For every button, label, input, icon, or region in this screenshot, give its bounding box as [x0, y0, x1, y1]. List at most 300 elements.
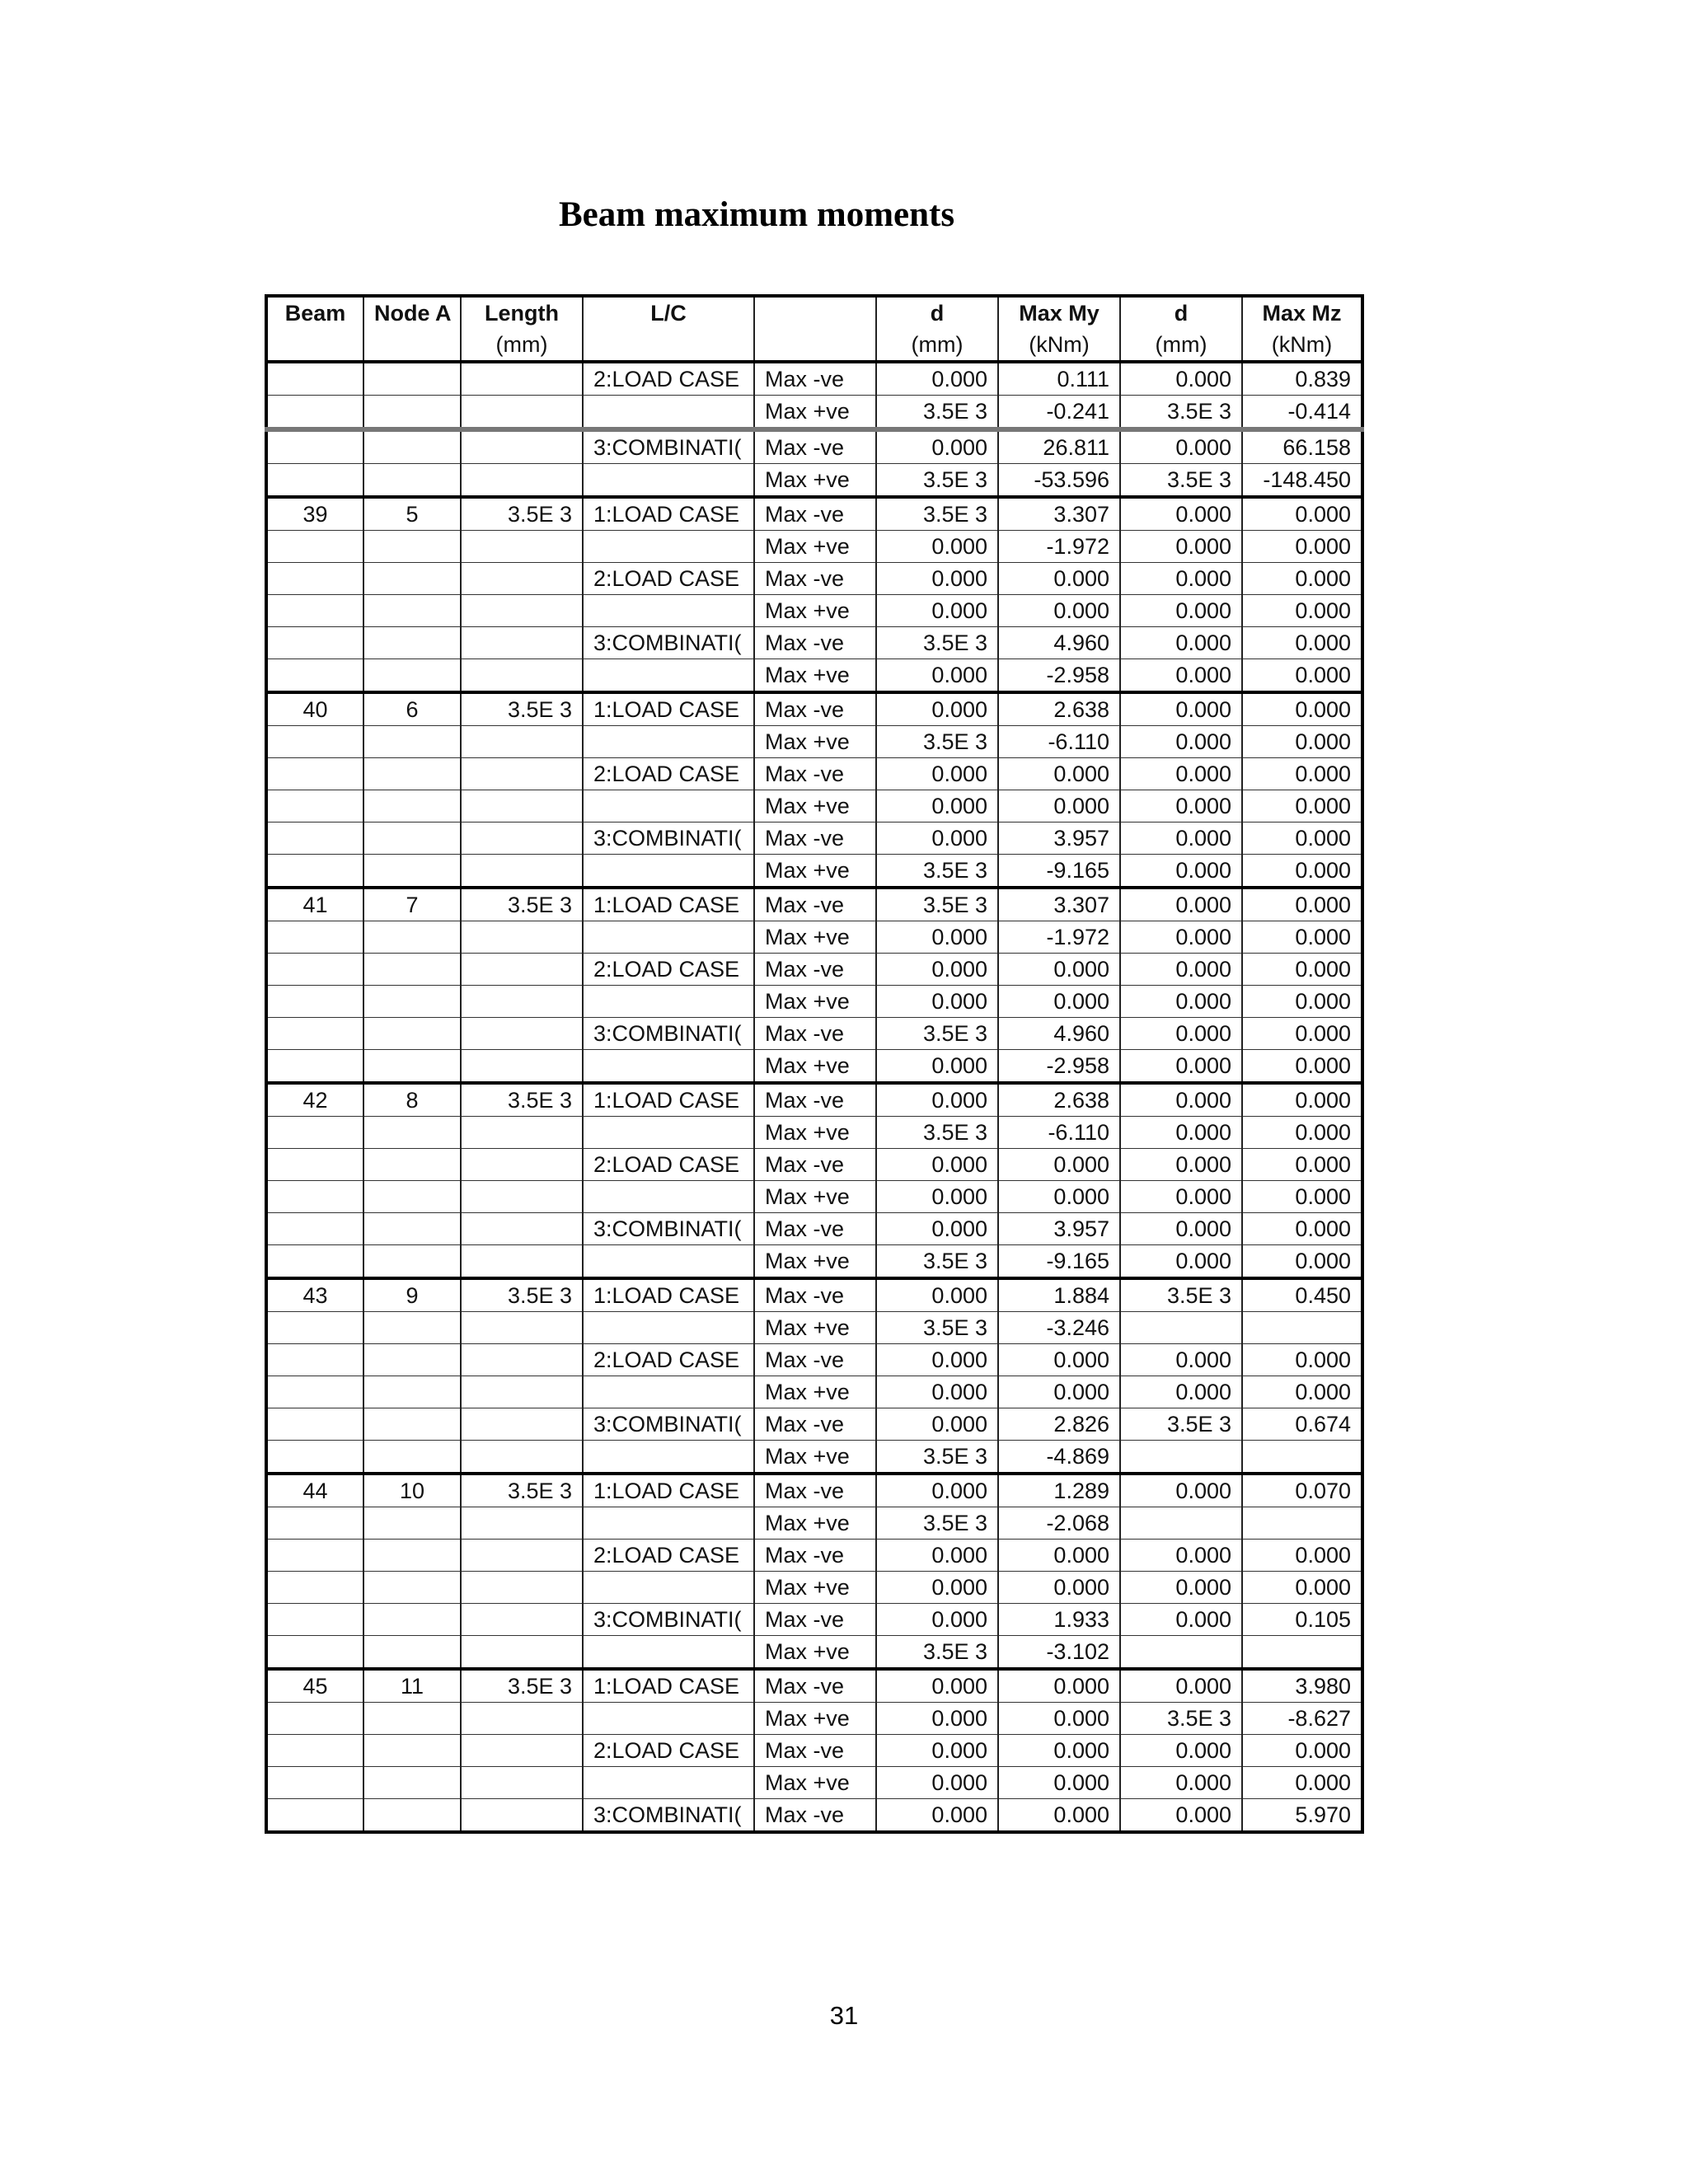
- cell-d-my: 0.000: [876, 1474, 998, 1507]
- cell-max-my: 1.933: [998, 1604, 1120, 1636]
- cell-load-case: 1:LOAD CASE: [583, 1278, 754, 1312]
- cell-length: [461, 790, 583, 823]
- cell-load-case: [583, 986, 754, 1018]
- cell-load-case: 3:COMBINATI(: [583, 823, 754, 855]
- cell-max-mz: 0.070: [1242, 1474, 1362, 1507]
- cell-beam: 39: [266, 497, 363, 531]
- cell-load-case: 1:LOAD CASE: [583, 497, 754, 531]
- table-row: [266, 921, 1362, 954]
- cell-d-my: 0.000: [876, 429, 998, 464]
- table-row: [266, 1050, 1362, 1084]
- cell-length: [461, 1408, 583, 1441]
- cell-beam: [266, 790, 363, 823]
- cell-beam: [266, 595, 363, 627]
- cell-max-mz: 0.000: [1242, 1181, 1362, 1213]
- cell-extreme: Max -ve: [754, 888, 876, 921]
- cell-d-my: 0.000: [876, 531, 998, 563]
- cell-d-my: 0.000: [876, 758, 998, 790]
- cell-load-case: 3:COMBINATI(: [583, 627, 754, 659]
- cell-node-a: [363, 1767, 461, 1799]
- beam-moments-table: [265, 294, 1364, 1834]
- cell-beam: [266, 464, 363, 498]
- cell-d-my: 0.000: [876, 1669, 998, 1703]
- cell-max-my: 0.000: [998, 1376, 1120, 1408]
- cell-d-my: 0.000: [876, 1604, 998, 1636]
- cell-d-my: 0.000: [876, 1799, 998, 1833]
- cell-node-a: [363, 1117, 461, 1149]
- cell-beam: [266, 429, 363, 464]
- table-row: [266, 1408, 1362, 1441]
- cell-length: [461, 429, 583, 464]
- cell-extreme: Max +ve: [754, 1181, 876, 1213]
- cell-max-my: 3.307: [998, 497, 1120, 531]
- cell-d-my: 0.000: [876, 1703, 998, 1735]
- cell-node-a: [363, 531, 461, 563]
- cell-node-a: [363, 1050, 461, 1084]
- header-load-case: L/C: [583, 296, 754, 329]
- header-beam: Beam: [266, 296, 363, 329]
- cell-extreme: Max +ve: [754, 921, 876, 954]
- cell-length: 3.5E 3: [461, 692, 583, 726]
- cell-node-a: [363, 1018, 461, 1050]
- unit-extreme: [754, 329, 876, 362]
- cell-max-my: 3.307: [998, 888, 1120, 921]
- cell-node-a: 8: [363, 1083, 461, 1117]
- cell-extreme: Max -ve: [754, 758, 876, 790]
- cell-beam: [266, 1735, 363, 1767]
- cell-load-case: [583, 1117, 754, 1149]
- cell-beam: [266, 563, 363, 595]
- cell-node-a: [363, 1312, 461, 1344]
- cell-max-my: -4.869: [998, 1441, 1120, 1474]
- cell-length: [461, 1507, 583, 1540]
- cell-d-mz: 0.000: [1120, 1474, 1242, 1507]
- cell-extreme: Max +ve: [754, 1507, 876, 1540]
- cell-load-case: [583, 1312, 754, 1344]
- table-row: [266, 1636, 1362, 1670]
- cell-beam: [266, 1441, 363, 1474]
- header-d-mz: d: [1120, 296, 1242, 329]
- cell-extreme: Max +ve: [754, 1441, 876, 1474]
- cell-max-my: 0.000: [998, 1799, 1120, 1833]
- cell-max-my: -9.165: [998, 1245, 1120, 1279]
- cell-length: 3.5E 3: [461, 1083, 583, 1117]
- table-units-row: [266, 329, 1362, 362]
- cell-d-mz: 0.000: [1120, 627, 1242, 659]
- table-row: [266, 497, 1362, 531]
- cell-load-case: 3:COMBINATI(: [583, 1213, 754, 1245]
- cell-d-mz: 0.000: [1120, 855, 1242, 888]
- cell-d-mz: 0.000: [1120, 758, 1242, 790]
- table-row: [266, 855, 1362, 888]
- cell-d-my: 0.000: [876, 692, 998, 726]
- cell-extreme: Max -ve: [754, 1799, 876, 1833]
- cell-load-case: [583, 1050, 754, 1084]
- cell-max-mz: 0.674: [1242, 1408, 1362, 1441]
- cell-max-my: 2.638: [998, 692, 1120, 726]
- cell-length: [461, 1376, 583, 1408]
- cell-beam: [266, 1018, 363, 1050]
- cell-load-case: 3:COMBINATI(: [583, 1018, 754, 1050]
- cell-d-my: 0.000: [876, 1767, 998, 1799]
- cell-load-case: [583, 1767, 754, 1799]
- cell-d-mz: 3.5E 3: [1120, 1408, 1242, 1441]
- cell-max-mz: [1242, 1507, 1362, 1540]
- cell-d-mz: 0.000: [1120, 563, 1242, 595]
- cell-max-mz: 0.000: [1242, 954, 1362, 986]
- cell-d-my: 3.5E 3: [876, 1312, 998, 1344]
- cell-max-my: -3.102: [998, 1636, 1120, 1670]
- cell-length: [461, 531, 583, 563]
- cell-beam: 43: [266, 1278, 363, 1312]
- cell-max-my: 0.000: [998, 954, 1120, 986]
- cell-beam: [266, 1117, 363, 1149]
- cell-node-a: 7: [363, 888, 461, 921]
- cell-node-a: [363, 790, 461, 823]
- cell-load-case: [583, 1181, 754, 1213]
- cell-max-my: -2.958: [998, 1050, 1120, 1084]
- cell-d-my: 0.000: [876, 954, 998, 986]
- cell-load-case: 1:LOAD CASE: [583, 1669, 754, 1703]
- cell-extreme: Max +ve: [754, 1703, 876, 1735]
- table-row: [266, 1344, 1362, 1376]
- table-row: [266, 1117, 1362, 1149]
- cell-node-a: [363, 1344, 461, 1376]
- cell-beam: [266, 1604, 363, 1636]
- cell-load-case: 2:LOAD CASE: [583, 1540, 754, 1572]
- cell-length: [461, 726, 583, 758]
- cell-d-mz: 0.000: [1120, 1018, 1242, 1050]
- cell-beam: 44: [266, 1474, 363, 1507]
- cell-beam: [266, 396, 363, 430]
- cell-d-my: 0.000: [876, 986, 998, 1018]
- cell-node-a: [363, 855, 461, 888]
- cell-d-my: 0.000: [876, 1213, 998, 1245]
- cell-d-mz: [1120, 1636, 1242, 1670]
- cell-extreme: Max -ve: [754, 1083, 876, 1117]
- cell-max-my: 0.000: [998, 1669, 1120, 1703]
- cell-max-my: 0.000: [998, 1540, 1120, 1572]
- cell-extreme: Max +ve: [754, 595, 876, 627]
- cell-node-a: [363, 1441, 461, 1474]
- cell-max-my: 2.638: [998, 1083, 1120, 1117]
- table-row: [266, 1572, 1362, 1604]
- cell-node-a: [363, 659, 461, 693]
- cell-node-a: [363, 921, 461, 954]
- cell-node-a: [363, 429, 461, 464]
- table-row: [266, 563, 1362, 595]
- cell-max-mz: 0.000: [1242, 1767, 1362, 1799]
- cell-beam: 42: [266, 1083, 363, 1117]
- header-max-mz: Max Mz: [1242, 296, 1362, 329]
- cell-max-my: -9.165: [998, 855, 1120, 888]
- cell-length: [461, 1441, 583, 1474]
- cell-load-case: [583, 790, 754, 823]
- cell-beam: [266, 627, 363, 659]
- cell-load-case: 1:LOAD CASE: [583, 1474, 754, 1507]
- table-row: [266, 954, 1362, 986]
- table-row: [266, 1149, 1362, 1181]
- cell-length: [461, 464, 583, 498]
- cell-d-mz: 0.000: [1120, 888, 1242, 921]
- cell-load-case: [583, 659, 754, 693]
- cell-beam: [266, 1312, 363, 1344]
- cell-node-a: [363, 1376, 461, 1408]
- cell-d-my: 3.5E 3: [876, 1507, 998, 1540]
- cell-d-mz: 0.000: [1120, 921, 1242, 954]
- cell-length: [461, 1117, 583, 1149]
- header-node-a: Node A: [363, 296, 461, 329]
- cell-max-mz: 0.000: [1242, 726, 1362, 758]
- cell-beam: 41: [266, 888, 363, 921]
- cell-extreme: Max -ve: [754, 1278, 876, 1312]
- cell-max-mz: 3.980: [1242, 1669, 1362, 1703]
- table-row: [266, 1669, 1362, 1703]
- cell-beam: [266, 823, 363, 855]
- cell-d-my: 3.5E 3: [876, 888, 998, 921]
- cell-d-my: 3.5E 3: [876, 1018, 998, 1050]
- cell-d-mz: 0.000: [1120, 1572, 1242, 1604]
- cell-max-mz: [1242, 1312, 1362, 1344]
- cell-d-my: 0.000: [876, 659, 998, 693]
- cell-max-my: 1.289: [998, 1474, 1120, 1507]
- cell-max-mz: 0.000: [1242, 855, 1362, 888]
- cell-d-mz: [1120, 1312, 1242, 1344]
- cell-beam: [266, 1572, 363, 1604]
- cell-extreme: Max +ve: [754, 1767, 876, 1799]
- cell-length: [461, 1344, 583, 1376]
- cell-beam: [266, 921, 363, 954]
- cell-extreme: Max +ve: [754, 396, 876, 430]
- cell-length: 3.5E 3: [461, 888, 583, 921]
- table-row: [266, 1767, 1362, 1799]
- cell-max-my: -1.972: [998, 921, 1120, 954]
- cell-d-my: 0.000: [876, 1083, 998, 1117]
- cell-max-mz: 0.000: [1242, 1213, 1362, 1245]
- cell-load-case: 1:LOAD CASE: [583, 1083, 754, 1117]
- cell-load-case: [583, 464, 754, 498]
- table-row: [266, 1278, 1362, 1312]
- cell-max-my: 0.000: [998, 1735, 1120, 1767]
- cell-load-case: [583, 396, 754, 430]
- cell-d-mz: 0.000: [1120, 1376, 1242, 1408]
- header-length: Length: [461, 296, 583, 329]
- cell-d-mz: 0.000: [1120, 692, 1242, 726]
- cell-d-my: 0.000: [876, 1181, 998, 1213]
- unit-beam: [266, 329, 363, 362]
- cell-beam: [266, 531, 363, 563]
- cell-length: [461, 1572, 583, 1604]
- cell-max-mz: 0.000: [1242, 1117, 1362, 1149]
- header-extreme: [754, 296, 876, 329]
- cell-max-my: 0.000: [998, 986, 1120, 1018]
- cell-extreme: Max +ve: [754, 531, 876, 563]
- cell-max-my: 0.000: [998, 1149, 1120, 1181]
- cell-d-mz: 0.000: [1120, 1117, 1242, 1149]
- table-row: [266, 1703, 1362, 1735]
- cell-load-case: [583, 1636, 754, 1670]
- cell-node-a: 10: [363, 1474, 461, 1507]
- table-row: [266, 531, 1362, 563]
- cell-d-mz: 0.000: [1120, 429, 1242, 464]
- cell-d-mz: 0.000: [1120, 1083, 1242, 1117]
- cell-max-mz: 0.000: [1242, 921, 1362, 954]
- cell-d-my: 3.5E 3: [876, 627, 998, 659]
- cell-length: [461, 595, 583, 627]
- cell-max-my: -1.972: [998, 531, 1120, 563]
- table-row: [266, 1735, 1362, 1767]
- cell-d-my: 3.5E 3: [876, 855, 998, 888]
- cell-max-mz: 0.000: [1242, 1018, 1362, 1050]
- cell-load-case: 3:COMBINATI(: [583, 429, 754, 464]
- page-title: Beam maximum moments: [559, 195, 955, 234]
- cell-beam: [266, 1799, 363, 1833]
- cell-load-case: [583, 1376, 754, 1408]
- cell-max-mz: 0.000: [1242, 563, 1362, 595]
- cell-node-a: [363, 1735, 461, 1767]
- table-row: [266, 1474, 1362, 1507]
- cell-extreme: Max -ve: [754, 362, 876, 396]
- cell-node-a: 11: [363, 1669, 461, 1703]
- cell-load-case: 3:COMBINATI(: [583, 1408, 754, 1441]
- cell-max-mz: 0.000: [1242, 1376, 1362, 1408]
- cell-d-mz: 3.5E 3: [1120, 464, 1242, 498]
- cell-d-my: 0.000: [876, 1278, 998, 1312]
- cell-d-my: 3.5E 3: [876, 1636, 998, 1670]
- cell-length: [461, 1636, 583, 1670]
- cell-d-mz: 0.000: [1120, 1604, 1242, 1636]
- cell-d-my: 3.5E 3: [876, 726, 998, 758]
- cell-node-a: [363, 823, 461, 855]
- cell-beam: [266, 1149, 363, 1181]
- cell-max-my: 3.957: [998, 823, 1120, 855]
- cell-load-case: 2:LOAD CASE: [583, 1735, 754, 1767]
- cell-length: [461, 823, 583, 855]
- table-row: [266, 1507, 1362, 1540]
- cell-max-mz: 0.000: [1242, 1245, 1362, 1279]
- cell-max-mz: 0.000: [1242, 790, 1362, 823]
- table-row: [266, 726, 1362, 758]
- cell-node-a: [363, 758, 461, 790]
- cell-node-a: 5: [363, 497, 461, 531]
- cell-node-a: [363, 595, 461, 627]
- cell-d-my: 0.000: [876, 1050, 998, 1084]
- cell-max-mz: 0.839: [1242, 362, 1362, 396]
- cell-max-mz: -148.450: [1242, 464, 1362, 498]
- cell-beam: [266, 855, 363, 888]
- cell-max-my: 2.826: [998, 1408, 1120, 1441]
- unit-node-a: [363, 329, 461, 362]
- cell-d-my: 0.000: [876, 595, 998, 627]
- cell-length: [461, 1018, 583, 1050]
- cell-max-my: 0.000: [998, 563, 1120, 595]
- cell-d-mz: 0.000: [1120, 1213, 1242, 1245]
- cell-max-my: -3.246: [998, 1312, 1120, 1344]
- cell-node-a: [363, 1507, 461, 1540]
- cell-beam: [266, 1507, 363, 1540]
- cell-beam: [266, 1344, 363, 1376]
- cell-extreme: Max +ve: [754, 1245, 876, 1279]
- cell-max-mz: 0.000: [1242, 1050, 1362, 1084]
- table-body: [266, 362, 1362, 1832]
- cell-beam: 40: [266, 692, 363, 726]
- cell-d-mz: [1120, 1441, 1242, 1474]
- cell-max-my: 0.000: [998, 1181, 1120, 1213]
- header-max-my: Max My: [998, 296, 1120, 329]
- cell-length: [461, 986, 583, 1018]
- cell-max-my: -0.241: [998, 396, 1120, 430]
- cell-length: [461, 1245, 583, 1279]
- cell-node-a: [363, 1572, 461, 1604]
- cell-max-mz: 0.000: [1242, 659, 1362, 693]
- cell-d-my: 0.000: [876, 1376, 998, 1408]
- cell-length: [461, 1540, 583, 1572]
- cell-length: [461, 1312, 583, 1344]
- unit-d-my: (mm): [876, 329, 998, 362]
- cell-max-mz: 0.000: [1242, 986, 1362, 1018]
- cell-node-a: [363, 726, 461, 758]
- cell-max-mz: 0.000: [1242, 1540, 1362, 1572]
- cell-extreme: Max -ve: [754, 627, 876, 659]
- cell-d-my: 3.5E 3: [876, 1117, 998, 1149]
- cell-max-my: 0.000: [998, 1767, 1120, 1799]
- cell-max-my: 0.000: [998, 790, 1120, 823]
- cell-max-my: 0.111: [998, 362, 1120, 396]
- cell-length: [461, 1149, 583, 1181]
- cell-load-case: 2:LOAD CASE: [583, 563, 754, 595]
- cell-load-case: [583, 1703, 754, 1735]
- cell-max-mz: [1242, 1441, 1362, 1474]
- cell-load-case: [583, 855, 754, 888]
- cell-max-my: 0.000: [998, 1344, 1120, 1376]
- cell-beam: [266, 758, 363, 790]
- cell-d-my: 3.5E 3: [876, 1245, 998, 1279]
- header-d-my: d: [876, 296, 998, 329]
- cell-extreme: Max +ve: [754, 1117, 876, 1149]
- table-row: [266, 429, 1362, 464]
- cell-load-case: [583, 531, 754, 563]
- table-row: [266, 1213, 1362, 1245]
- cell-max-my: 0.000: [998, 758, 1120, 790]
- cell-max-my: 3.957: [998, 1213, 1120, 1245]
- cell-length: [461, 855, 583, 888]
- cell-max-mz: 0.450: [1242, 1278, 1362, 1312]
- cell-extreme: Max -ve: [754, 954, 876, 986]
- cell-d-mz: 0.000: [1120, 823, 1242, 855]
- cell-extreme: Max -ve: [754, 1408, 876, 1441]
- table-row: [266, 1018, 1362, 1050]
- cell-node-a: 9: [363, 1278, 461, 1312]
- cell-max-mz: 0.105: [1242, 1604, 1362, 1636]
- cell-length: 3.5E 3: [461, 497, 583, 531]
- table-row: [266, 1181, 1362, 1213]
- cell-length: [461, 659, 583, 693]
- cell-beam: [266, 1767, 363, 1799]
- cell-max-my: 0.000: [998, 1703, 1120, 1735]
- cell-extreme: Max -ve: [754, 1669, 876, 1703]
- cell-node-a: [363, 563, 461, 595]
- cell-length: [461, 921, 583, 954]
- cell-node-a: [363, 1245, 461, 1279]
- cell-max-my: 26.811: [998, 429, 1120, 464]
- cell-max-mz: -8.627: [1242, 1703, 1362, 1735]
- cell-extreme: Max +ve: [754, 986, 876, 1018]
- cell-node-a: [363, 1149, 461, 1181]
- cell-beam: [266, 1408, 363, 1441]
- cell-d-my: 3.5E 3: [876, 497, 998, 531]
- table-row: [266, 1540, 1362, 1572]
- table-row: [266, 888, 1362, 921]
